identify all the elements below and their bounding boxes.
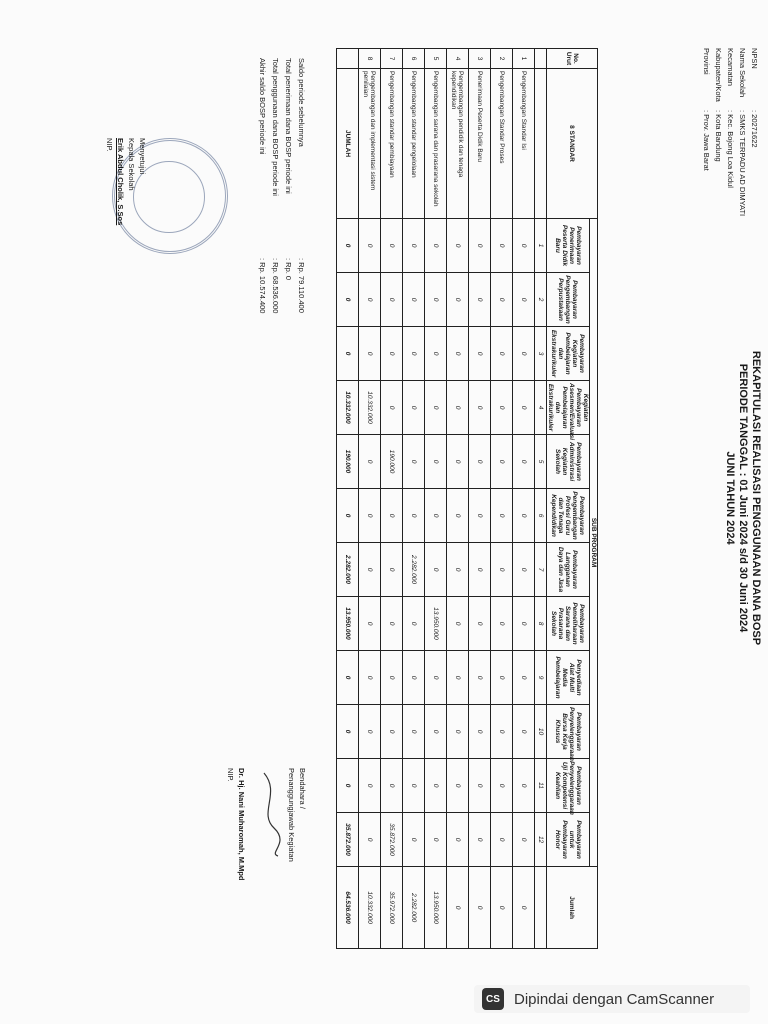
amount-cell: 0 xyxy=(381,597,403,651)
report-period: PERIODE TANGGAL : 01 Juni 2024 s/d 30 Juni 2024 xyxy=(737,363,749,633)
amount-cell: 0 xyxy=(491,867,513,949)
standard-name: Pengembangan standar pengelolaan xyxy=(403,69,425,219)
amount-cell: 0 xyxy=(447,813,469,867)
total-amount-cell: 0 xyxy=(337,759,359,813)
camscanner-logo-icon: CS xyxy=(482,988,504,1010)
row-number: 3 xyxy=(469,49,491,69)
amount-cell: 0 xyxy=(447,489,469,543)
amount-cell: 0 xyxy=(381,651,403,705)
summary-row: Saldo periode sebelumnya: Rp. 79.110.400 xyxy=(297,58,306,313)
table-row xyxy=(359,49,381,949)
amount-cell: 0 xyxy=(491,597,513,651)
amount-cell: 0 xyxy=(491,327,513,381)
summary-row: Total penggunaan dana BOSP periode ini: Rp. 68.536.000 xyxy=(271,58,280,314)
total-amount-cell: 0 xyxy=(337,273,359,327)
amount-cell: 13.950.000 xyxy=(425,867,447,949)
amount-cell: 0 xyxy=(403,489,425,543)
amount-cell: 0 xyxy=(447,597,469,651)
row-number: 6 xyxy=(403,49,425,69)
total-amount-cell: 2.282.000 xyxy=(337,543,359,597)
amount-cell: 0 xyxy=(425,759,447,813)
amount-cell: 0 xyxy=(491,435,513,489)
amount-cell: 0 xyxy=(491,651,513,705)
table-row xyxy=(491,49,513,949)
subprogram-column-header: Penyediaan Alat Multi Media Pembelajaran xyxy=(547,651,590,705)
total-amount-cell: 0 xyxy=(337,327,359,381)
amount-cell: 0 xyxy=(359,327,381,381)
rotated-document xyxy=(48,28,768,968)
subprogram-column-header: Pembayaran Pengembangan Profesi Guru dan Tenaga Kependidikan xyxy=(547,489,590,543)
amount-cell: 0 xyxy=(513,489,535,543)
table-row xyxy=(381,49,403,949)
amount-cell: 0 xyxy=(469,273,491,327)
balance-summary xyxy=(256,58,308,313)
row-number: 2 xyxy=(491,49,513,69)
amount-cell: 0 xyxy=(359,219,381,273)
total-label: JUMLAH xyxy=(337,69,359,219)
amount-cell: 0 xyxy=(425,705,447,759)
identity-row: Provinsi: Prov. Jawa Barat xyxy=(702,48,711,171)
amount-cell: 0 xyxy=(447,381,469,435)
amount-cell: 13.950.000 xyxy=(425,597,447,651)
amount-cell: 0 xyxy=(403,219,425,273)
column-index-cell: 2 xyxy=(535,273,547,327)
amount-cell: 0 xyxy=(513,705,535,759)
amount-cell: 0 xyxy=(469,327,491,381)
row-number: 4 xyxy=(447,49,469,69)
amount-cell: 0 xyxy=(447,543,469,597)
handwritten-signature-icon xyxy=(256,768,286,858)
amount-cell: 0 xyxy=(469,705,491,759)
amount-cell: 0 xyxy=(359,759,381,813)
total-amount-cell: 0 xyxy=(337,219,359,273)
amount-cell: 10.332.000 xyxy=(359,867,381,949)
amount-cell: 0 xyxy=(513,759,535,813)
amount-cell: 0 xyxy=(425,273,447,327)
subprogram-column-header: Pembayaran Pemeliharaan Sarana dan Prasarana Sekolah xyxy=(547,597,590,651)
amount-cell: 10.332.000 xyxy=(359,381,381,435)
treasurer-signature-block xyxy=(225,768,308,881)
amount-cell: 0 xyxy=(425,543,447,597)
subprogram-header: SUB PROGRAM xyxy=(590,219,598,867)
total-row xyxy=(337,49,359,949)
total-amount-cell: 190.000 xyxy=(337,435,359,489)
amount-cell: 0 xyxy=(469,381,491,435)
amount-cell: 0 xyxy=(447,219,469,273)
amount-cell: 0 xyxy=(447,651,469,705)
amount-cell: 0 xyxy=(491,759,513,813)
report-month: JUNI TAHUN 2024 xyxy=(724,451,736,545)
standard-name: Pengembangan standar pembiayaan xyxy=(381,69,403,219)
amount-cell: 0 xyxy=(425,435,447,489)
amount-cell: 0 xyxy=(381,273,403,327)
amount-cell: 0 xyxy=(381,759,403,813)
amount-cell: 0 xyxy=(381,219,403,273)
standard-name: Pengembangan Standar Isi xyxy=(513,69,535,219)
subprogram-column-header: Pembayaran Penerimaan Peserta Didik Baru xyxy=(547,219,590,273)
amount-cell: 0 xyxy=(359,651,381,705)
table-row xyxy=(513,49,535,949)
identity-row: Kecamatan: Kec. Bojong Loa Kidul xyxy=(726,48,735,188)
principal-signature-block xyxy=(104,138,148,225)
amount-cell: 0 xyxy=(381,381,403,435)
subprogram-column-header: Kegiatan Pembayaran Asesmen/Evaluasi Pembelajaran dan Ekstrakurikuler xyxy=(547,381,590,435)
amount-cell: 0 xyxy=(469,435,491,489)
summary-row: Total penerimaan dana BOSP periode ini: Rp. 0 xyxy=(284,58,293,281)
amount-cell: 0 xyxy=(513,381,535,435)
amount-cell: 0 xyxy=(381,489,403,543)
column-index-cell: 10 xyxy=(535,705,547,759)
amount-cell: 0 xyxy=(425,651,447,705)
signatory-name: Dr. Hj. Nani Muharomah, M.Mpd xyxy=(237,768,246,881)
column-index-row xyxy=(535,49,547,949)
amount-cell: 0 xyxy=(513,219,535,273)
amount-cell: 0 xyxy=(381,543,403,597)
amount-cell: 0 xyxy=(425,381,447,435)
amount-cell: 0 xyxy=(359,489,381,543)
amount-cell: 0 xyxy=(447,327,469,381)
amount-cell: 35.872.000 xyxy=(381,813,403,867)
amount-cell: 0 xyxy=(447,759,469,813)
amount-cell: 0 xyxy=(403,813,425,867)
amount-cell: 0 xyxy=(491,381,513,435)
amount-cell: 0 xyxy=(469,759,491,813)
amount-cell: 0 xyxy=(513,327,535,381)
row-number: 8 xyxy=(359,49,381,69)
table-row xyxy=(447,49,469,949)
row-number: 7 xyxy=(381,49,403,69)
amount-cell: 0 xyxy=(359,273,381,327)
amount-cell: 0 xyxy=(403,273,425,327)
amount-cell: 0 xyxy=(447,867,469,949)
amount-cell: 0 xyxy=(359,435,381,489)
column-index-cell: 8 xyxy=(535,597,547,651)
standard-name: Pengembangan pendidik dan tenaga kependidikan xyxy=(447,69,469,219)
total-amount-cell: 0 xyxy=(337,651,359,705)
signature-role: Kepala Sekolah xyxy=(127,138,136,191)
amount-cell: 0 xyxy=(359,543,381,597)
amount-cell: 0 xyxy=(491,543,513,597)
amount-cell: 0 xyxy=(381,327,403,381)
amount-cell: 0 xyxy=(425,489,447,543)
subprogram-column-header: Pembayaran Administrasi Kegiatan Sekolah xyxy=(547,435,590,489)
amount-cell: 0 xyxy=(513,813,535,867)
summary-row: Akhir saldo BOSP periode ini: Rp. 10.574.400 xyxy=(258,58,267,314)
table-row xyxy=(403,49,425,949)
standard-header: 8 STANDAR xyxy=(547,69,598,219)
amount-cell: 0 xyxy=(403,597,425,651)
amount-cell: 0 xyxy=(469,543,491,597)
signature-role: Penanggungjawab Kegiatan xyxy=(287,768,296,862)
amount-cell: 0 xyxy=(403,705,425,759)
school-identity xyxy=(700,48,760,216)
column-index-cell xyxy=(535,867,547,949)
column-index-cell: 5 xyxy=(535,435,547,489)
table-row xyxy=(425,49,447,949)
amount-cell: 0 xyxy=(513,543,535,597)
total-amount-cell: 64.536.000 xyxy=(337,867,359,949)
amount-cell: 0 xyxy=(513,273,535,327)
amount-cell: 0 xyxy=(513,597,535,651)
amount-cell: 0 xyxy=(447,273,469,327)
signature-role: Menyetujui xyxy=(138,138,147,175)
signatory-name: Erik Abdul Cholik, S.Sos xyxy=(116,138,125,226)
amount-cell: 0 xyxy=(513,867,535,949)
row-number: 1 xyxy=(513,49,535,69)
realization-table xyxy=(336,48,598,949)
identity-row: Kabupaten/Kota: Kota Bandung xyxy=(714,48,723,162)
amount-cell: 2.282.000 xyxy=(403,867,425,949)
amount-cell: 0 xyxy=(447,435,469,489)
identity-row: NPSN: 20271622 xyxy=(750,48,759,148)
amount-cell: 35.972.000 xyxy=(381,867,403,949)
amount-cell: 0 xyxy=(403,327,425,381)
amount-cell: 0 xyxy=(447,705,469,759)
amount-cell: 2.282.000 xyxy=(403,543,425,597)
report-title: REKAPITULASI REALISASI PENGGUNAAN DANA BOSP xyxy=(750,350,762,646)
amount-cell: 0 xyxy=(381,705,403,759)
no-header: No. Urut xyxy=(547,49,598,69)
column-index-cell: 11 xyxy=(535,759,547,813)
row-number: 5 xyxy=(425,49,447,69)
amount-cell: 0 xyxy=(403,435,425,489)
amount-cell: 0 xyxy=(469,813,491,867)
amount-cell: 0 xyxy=(403,759,425,813)
column-index-cell: 7 xyxy=(535,543,547,597)
camscanner-watermark xyxy=(474,985,750,1013)
amount-cell: 190.000 xyxy=(381,435,403,489)
total-amount-cell: 0 xyxy=(337,705,359,759)
subprogram-column-header: Pembayaran Penyelenggaraan Bursa Kerja Khusus xyxy=(547,705,590,759)
amount-cell: 0 xyxy=(425,219,447,273)
amount-cell: 0 xyxy=(469,219,491,273)
standard-name: Pengembangan dan implementasi sistem penilaian xyxy=(359,69,381,219)
total-amount-cell: 0 xyxy=(337,489,359,543)
column-index-cell: 12 xyxy=(535,813,547,867)
total-amount-cell: 10.332.000 xyxy=(337,381,359,435)
amount-cell: 0 xyxy=(403,381,425,435)
column-index-cell: 4 xyxy=(535,381,547,435)
column-index-cell: 3 xyxy=(535,327,547,381)
signature-role: Bendahara / xyxy=(298,768,307,809)
jumlah-header: Jumlah xyxy=(547,867,598,949)
amount-cell: 0 xyxy=(491,813,513,867)
amount-cell: 0 xyxy=(513,651,535,705)
amount-cell: 0 xyxy=(403,651,425,705)
subprogram-column-header: Pembayaran Kegiatan Pembelajaran dan Ekstrakurikuler xyxy=(547,327,590,381)
watermark-text: Dipindai dengan CamScanner xyxy=(514,990,715,1008)
amount-cell: 0 xyxy=(359,597,381,651)
amount-cell: 0 xyxy=(425,813,447,867)
column-index-cell: 6 xyxy=(535,489,547,543)
column-index-cell: 9 xyxy=(535,651,547,705)
amount-cell: 0 xyxy=(469,651,491,705)
amount-cell: 0 xyxy=(491,705,513,759)
standard-name: Penerimaan Peserta Didik Baru xyxy=(469,69,491,219)
amount-cell: 0 xyxy=(359,813,381,867)
standard-name: Pengembangan Standar Proses xyxy=(491,69,513,219)
amount-cell: 0 xyxy=(359,705,381,759)
column-index-cell: 1 xyxy=(535,219,547,273)
table-row xyxy=(469,49,491,949)
subprogram-column-header: Pembayaran Langganan Daya dan Jasa xyxy=(547,543,590,597)
identity-row: Nama Sekolah: SMKS TERPADU AD DIMYATI xyxy=(738,48,747,217)
amount-cell: 0 xyxy=(425,327,447,381)
standard-name: Pengembangan sarana dan prasarana sekolah xyxy=(425,69,447,219)
subprogram-column-header: Pembayaran untuk Pembayaran Honor xyxy=(547,813,590,867)
amount-cell: 0 xyxy=(469,867,491,949)
subprogram-column-header: Pembayaran Penyelenggaraan Uji Kompetensi Keahlian xyxy=(547,759,590,813)
signatory-nip: NIP. xyxy=(105,138,114,152)
amount-cell: 0 xyxy=(491,489,513,543)
amount-cell: 0 xyxy=(513,435,535,489)
amount-cell: 0 xyxy=(491,219,513,273)
signatory-nip: NIP. xyxy=(226,768,235,782)
subprogram-column-header: Pembayaran Pengembangan Perpustakaan xyxy=(547,273,590,327)
table-header-row xyxy=(590,49,598,949)
total-amount-cell: 13.950.000 xyxy=(337,597,359,651)
amount-cell: 0 xyxy=(469,597,491,651)
amount-cell: 0 xyxy=(469,489,491,543)
amount-cell: 0 xyxy=(491,273,513,327)
total-amount-cell: 35.872.000 xyxy=(337,813,359,867)
